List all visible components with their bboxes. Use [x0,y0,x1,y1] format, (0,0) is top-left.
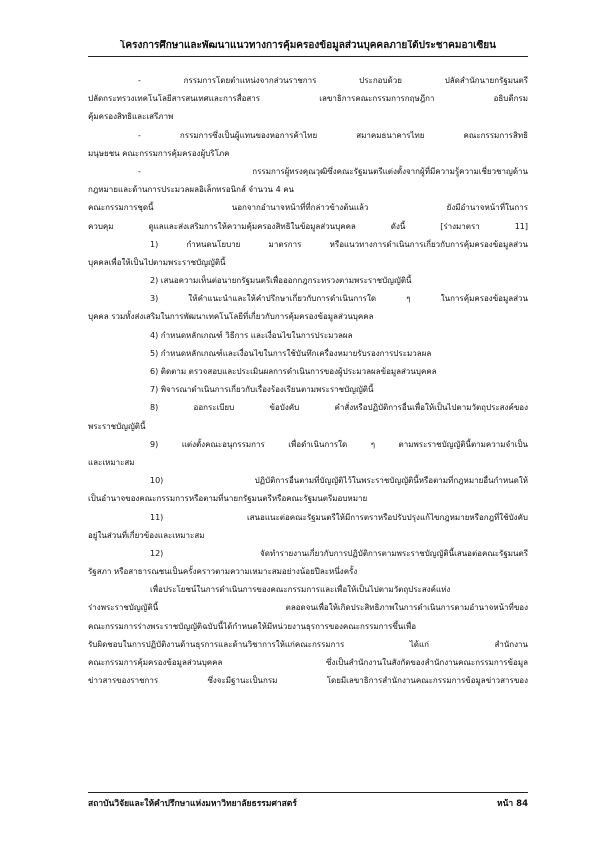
text-line: 6) ติดตาม ตรวจสอบและประเมินผลการดำเนินการของผู้ประมวลผลข้อมูลส่วนบุคคล [150,367,437,376]
text-line: และเหมาะสม [88,457,135,467]
text-line: - กรรมการซึ่งเป็นผู้แทนของหอการค้าไทย สมาคมธนาคารไทย คณะกรรมการสิทธิ [138,130,528,140]
text-line: 3) ให้คำแนะนำและให้คำปรึกษาเกี่ยวกับการดำเนินการใด ๆ ในการคุ้มครองข้อมูลส่วน [150,294,528,304]
text-line: เป็นอำนาจของคณะกรรมการหรือตามที่นายกรัฐมนตรีหรือคณะรัฐมนตรีมอบหมาย [88,494,368,504]
text-line: - กรรมการผู้ทรงคุณวุฒิซึ่งคณะรัฐมนตรีแต่งตั้งจากผู้ที่มีความรู้ความเชี่ยวชาญด้าน [138,166,528,176]
header-rule [88,56,528,57]
page-number: หน้า 84 [497,799,528,809]
text-line: คุ้มครองสิทธิและเสรีภาพ [88,112,174,122]
text-line: ร่างพระราชบัญญัตินี้ ตลอดจนเพื่อให้เกิดประสิทธิภาพในการดำเนินการตามอำนาจหน้าที่ของ [88,603,528,613]
text-line: พระราชบัญญัตินี้ [88,421,146,431]
text-line: 7) พิจารณาดำเนินการเกี่ยวกับเรื่องร้องเรียนตามพระราชบัญญัตินี้ [150,385,374,395]
body-text [88,72,528,690]
text-line: 4) กำหนดหลักเกณฑ์ วิธีการ และเงื่อนไขในการประมวลผล [150,330,353,340]
text-line: - กรรมการโดยตำแหน่งจากส่วนราชการ ประกอบด้วย ปลัดสำนักนายกรัฐมนตรี [138,76,528,85]
text-line: ข่าวสารของราชการ ซึ่งจะมีฐานะเป็นกรม โดยมีเลขาธิการสำนักงานคณะกรรมการข้อมูลข่าวสารของ [88,676,528,686]
footer-institution: สถาบันวิจัยและให้คำปรึกษาแห่งมหาวิทยาลัยธรรมศาสตร์ [88,799,297,809]
text-line: 1) กำหนดนโยบาย มาตรการ หรือแนวทางการดำเนินการเกี่ยวกับการคุ้มครองข้อมูลส่วน [150,239,528,249]
text-line: เพื่อประโยชน์ในการดำเนินการของคณะกรรมการและเพื่อให้เป็นไปตามวัตถุประสงค์แห่ง [150,585,451,595]
text-line: รับผิดชอบในการปฏิบัติงานด้านธุรการและด้านวิชาการให้แก่คณะกรรมการ ได้แก่ สำนักงาน [88,639,528,649]
text-line: มนุษยชน คณะกรรมการคุ้มครองผู้บริโภค [88,148,230,158]
text-line: 2) เสนอความเห็นต่อนายกรัฐมนตรีเพื่อออกกฎกระทรวงตามพระราชบัญญัตินี้ [150,276,412,286]
text-line: 11) เสนอแนะต่อคณะรัฐมนตรีให้มีการตราหรือปรับปรุงแก้ไขกฎหมายหรือกฎที่ใช้บังคับ [150,512,528,522]
text-line: 10) ปฏิบัติการอื่นตามที่บัญญัติไว้ในพระราชบัญญัตินี้หรือตามที่กฎหมายอื่นกำหนดให้ [150,476,528,486]
running-header: โครงการศึกษาและพัฒนาแนวทางการคุ้มครองข้อมูลส่วนบุคคลภายใต้ประชาคมอาเซียน [120,40,496,51]
text-line: 12) จัดทำรายงานเกี่ยวกับการปฏิบัติการตามพระราชบัญญัตินี้เสนอต่อคณะรัฐมนตรี [150,548,528,558]
text-line: บุคคล รวมทั้งส่งเสริมในการพัฒนาเทคโนโลยีที่เกี่ยวกับการคุ้มครองข้อมูลส่วนบุคคล [88,312,374,322]
text-line: บุคคลเพื่อให้เป็นไปตามพระราชบัญญัตินี้ [88,257,226,267]
text-line: 5) กำหนดหลักเกณฑ์และเงื่อนไขในการใช้บันทึกเครื่องหมายรับรองการประมวลผล [150,348,432,358]
text-line: ควบคุม ดูแลและส่งเสริมการให้ความคุ้มครองสิทธิในข้อมูลส่วนบุคคล ดังนี้ [ร่างมาตรา 11] [88,221,528,231]
text-line: รัฐสภา หรือสาธารณชนเป็นครั้งคราวตามความเหมาะสมอย่างน้อยปีละหนึ่งครั้ง [88,567,358,577]
footer-rule [88,792,528,793]
text-line: คณะกรรมการร่างพระราชบัญญัติฉบับนี้ได้กำหนดให้มีหน่วยงานธุรการของคณะกรรมการขึ้นเพื่อ [88,621,417,631]
text-line: 9) แต่งตั้งคณะอนุกรรมการ เพื่อดำเนินการใด ๆ ตามพระราชบัญญัตินี้ตามความจำเป็น [150,439,528,449]
text-line: 8) ออกระเบียบ ข้อบังคับ คำสั่งหรือปฏิบัติการอื่นเพื่อให้เป็นไปตามวัตถุประสงค์ของ [150,403,528,413]
text-line: คณะกรรมการชุดนี้ นอกจากอำนาจหน้าที่ที่กล่าวข้างต้นแล้ว ยังมีอำนาจหน้าที่ในการ [88,203,528,213]
text-line: ปลัดกระทรวงเทคโนโลยีสารสนเทศและการสื่อสาร เลขาธิการคณะกรรมการกฤษฎีกา อธิบดีกรม [88,94,528,104]
text-line: อยู่ในส่วนที่เกี่ยวข้องและเหมาะสม [88,530,205,540]
text-line: คณะกรรมการคุ้มครองข้อมูลส่วนบุคคล ซึ่งเป็นสำนักงานในสังกัดของสำนักงานคณะกรรมการข้อมูล [88,658,528,667]
text-line: กฎหมายและด้านการประมวลผลอิเล็กทรอนิกส์ จำนวน 4 คน [88,185,295,195]
